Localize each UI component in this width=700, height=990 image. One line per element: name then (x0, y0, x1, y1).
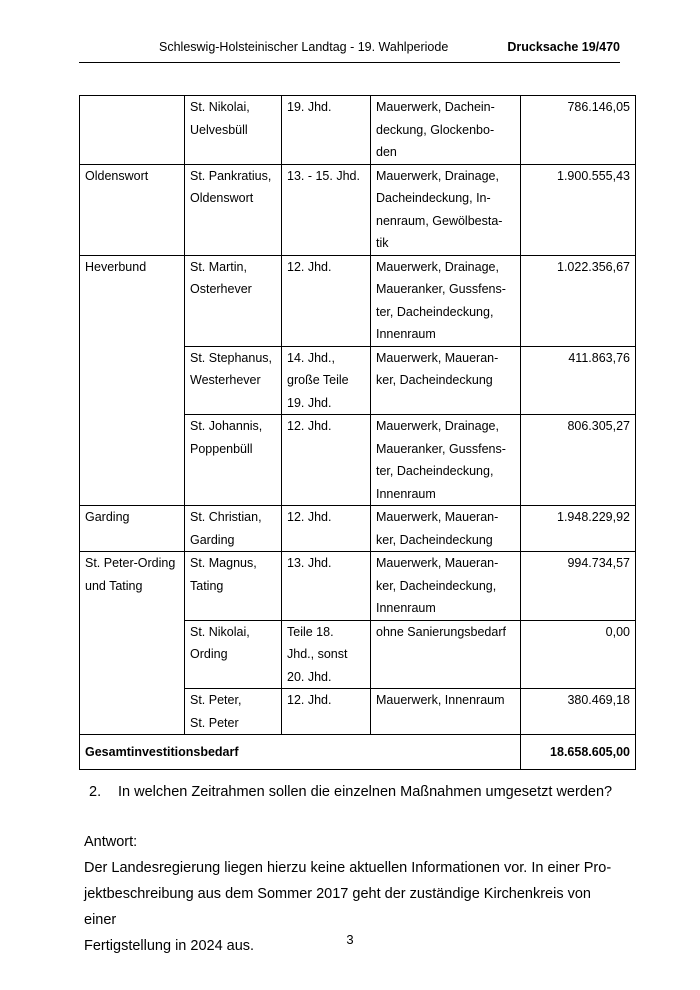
cell-zeit (282, 506, 371, 552)
cell-betrag: 411.863,76 (521, 346, 636, 415)
cell-line: 12. Jhd. (287, 693, 332, 707)
cell-kirche (185, 346, 282, 415)
cell-betrag: 786.146,05 (521, 96, 636, 165)
cell-line: St. Martin, (190, 259, 247, 274)
cell-line: St. Peter-Ording (85, 556, 176, 570)
cell-line: und Tating (85, 578, 143, 593)
table-row (80, 506, 636, 552)
total-value: 18.658.605,00 (521, 735, 636, 770)
cell-kirche (185, 255, 282, 346)
cell-zeit (282, 415, 371, 506)
cell-gemeinde (80, 506, 185, 552)
cell-betrag: 1.900.555,43 (521, 164, 636, 255)
cell-line: Westerhever (190, 373, 261, 387)
cell-line: St. Stephanus, (190, 350, 273, 365)
cell-line: Tating (190, 578, 224, 593)
page-number: 3 (346, 932, 354, 947)
cell-kirche (185, 689, 282, 735)
cell-line: ter, Dacheindeckung, (376, 464, 494, 478)
table-row (80, 96, 636, 165)
cell-massnahmen (371, 346, 521, 415)
cell-line: Mauerwerk, Innenraum (376, 693, 505, 707)
cell-line: St. Christian, (190, 510, 262, 524)
cell-line: Jhd., sonst (287, 647, 348, 661)
cell-line: Mauerwerk, Drainage, (376, 419, 499, 433)
cell-line: Mauerwerk, Dachein- (376, 100, 495, 114)
cell-line: den (376, 145, 397, 159)
cell-line: ker, Dacheindeckung (376, 373, 493, 387)
cell-massnahmen (371, 620, 521, 689)
cell-line: 13. Jhd. (287, 556, 332, 570)
cell-kirche (185, 415, 282, 506)
cell-line: ker, Dacheindeckung, (376, 578, 497, 593)
cell-massnahmen (371, 506, 521, 552)
cell-zeit (282, 164, 371, 255)
cell-line: Osterhever (190, 282, 252, 296)
cell-line: Garding (85, 510, 130, 524)
cell-line: deckung, Glockenbo- (376, 122, 495, 137)
cell-line: St. Pankratius, (190, 168, 272, 183)
answer-label: Antwort: (84, 834, 138, 850)
header-title: Schleswig-Holsteinischer Landtag - 19. Wahlperiode (159, 40, 449, 54)
cell-line: Innenraum (376, 486, 436, 501)
cell-line: 12. Jhd. (287, 259, 332, 274)
table-row (80, 164, 636, 255)
cell-line: St. Nikolai, (190, 624, 250, 639)
cell-line: Mauerwerk, Drainage, (376, 168, 499, 183)
cell-line: Maueranker, Gussfens- (376, 441, 506, 456)
cell-zeit (282, 96, 371, 165)
cell-zeit (282, 552, 371, 621)
cell-line: Uelvesbüll (190, 122, 248, 137)
cell-betrag: 1.022.356,67 (521, 255, 636, 346)
cell-kirche (185, 620, 282, 689)
cell-line: Mauerwerk, Drainage, (376, 259, 499, 274)
cell-line: 13. - 15. Jhd. (287, 168, 360, 183)
cell-line: Heverbund (85, 259, 147, 274)
cell-massnahmen (371, 255, 521, 346)
cell-line: St. Peter, (190, 693, 242, 707)
cell-kirche (185, 506, 282, 552)
cell-line: St. Magnus, (190, 556, 257, 570)
answer-line: jektbeschreibung aus dem Sommer 2017 geht der zuständige Kirchenkreis von einer (84, 886, 591, 928)
cell-massnahmen (371, 415, 521, 506)
page-header (79, 40, 620, 63)
cell-betrag: 380.469,18 (521, 689, 636, 735)
cell-line: ter, Dacheindeckung, (376, 304, 494, 319)
cell-line: 19. Jhd. (287, 100, 332, 114)
answer-line: Fertigstellung in 2024 aus. (84, 938, 255, 954)
cell-line: 12. Jhd. (287, 510, 332, 524)
cell-line: St. Johannis, (190, 419, 263, 433)
cell-zeit (282, 620, 371, 689)
table-row (80, 255, 636, 346)
cell-massnahmen (371, 96, 521, 165)
cell-line: Mauerwerk, Maueran- (376, 556, 499, 570)
cell-line: Dacheindeckung, In- (376, 191, 491, 205)
cell-kirche (185, 96, 282, 165)
cell-line: Oldenswort (85, 168, 149, 183)
cell-line: Mauerwerk, Maueran- (376, 350, 499, 365)
cell-zeit (282, 255, 371, 346)
document-number: Drucksache 19/470 (507, 40, 620, 54)
cell-gemeinde (80, 96, 185, 165)
question-text: In welchen Zeitrahmen sollen die einzelnen Maßnahmen umgesetzt werden? (118, 784, 613, 800)
cell-zeit (282, 346, 371, 415)
cell-kirche (185, 552, 282, 621)
table-row (80, 552, 636, 621)
cell-line: Maueranker, Gussfens- (376, 282, 506, 296)
cell-gemeinde (80, 552, 185, 735)
cell-line: ker, Dacheindeckung (376, 532, 493, 547)
cell-line: Ording (190, 647, 228, 661)
cell-line: Innenraum (376, 601, 436, 615)
cell-betrag: 1.948.229,92 (521, 506, 636, 552)
cell-line: 20. Jhd. (287, 669, 332, 684)
cell-line: 14. Jhd., (287, 350, 335, 365)
cell-line: Teile 18. (287, 624, 334, 639)
cell-betrag: 0,00 (521, 620, 636, 689)
cell-massnahmen (371, 689, 521, 735)
cell-line: Poppenbüll (190, 441, 253, 456)
cell-line: St. Nikolai, (190, 100, 250, 114)
investment-table (79, 95, 636, 770)
cell-line: große Teile (287, 373, 349, 387)
question-number: 2. (89, 784, 102, 800)
cell-massnahmen (371, 164, 521, 255)
total-row (80, 735, 636, 770)
cell-line: Mauerwerk, Maueran- (376, 510, 499, 524)
cell-line: tik (376, 236, 389, 250)
cell-kirche (185, 164, 282, 255)
total-label: Gesamtinvestitionsbedarf (80, 735, 521, 770)
cell-massnahmen (371, 552, 521, 621)
cell-zeit (282, 689, 371, 735)
cell-line: Oldenswort (190, 191, 254, 205)
cell-betrag: 806.305,27 (521, 415, 636, 506)
cell-line: Garding (190, 532, 235, 547)
table-body (80, 96, 636, 770)
cell-line: 19. Jhd. (287, 395, 332, 410)
cell-line: 12. Jhd. (287, 419, 332, 433)
cell-betrag: 994.734,57 (521, 552, 636, 621)
cell-line: nenraum, Gewölbesta- (376, 213, 503, 228)
cell-line: St. Peter (190, 715, 239, 730)
answer-line: Der Landesregierung liegen hierzu keine aktuellen Informationen vor. In einer Pro- (84, 860, 612, 876)
cell-line: ohne Sanierungsbedarf (376, 624, 506, 639)
cell-line: Innenraum (376, 327, 436, 341)
cell-gemeinde (80, 164, 185, 255)
cell-gemeinde (80, 255, 185, 506)
